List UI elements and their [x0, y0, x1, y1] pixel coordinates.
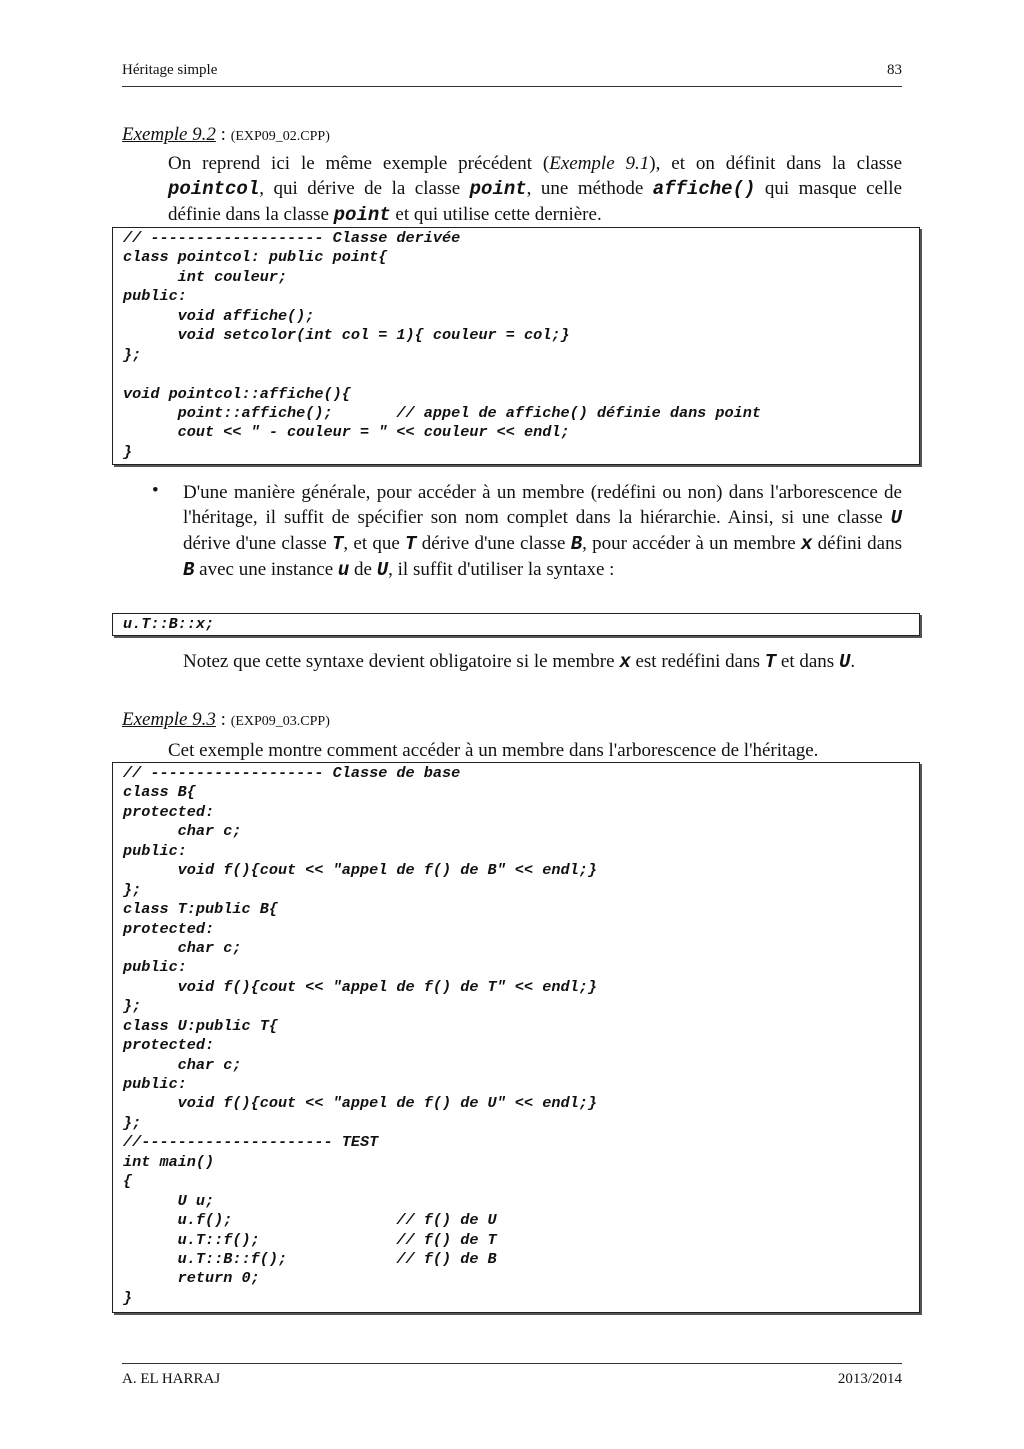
code-line: public:: [123, 841, 187, 860]
code-line: protected:: [123, 1036, 215, 1055]
example-file: (EXP09_02.CPP): [230, 129, 330, 144]
text: , il suffit d'utiliser la syntaxe :: [388, 559, 615, 580]
code-term: point: [469, 178, 527, 200]
page-footer: [122, 1371, 902, 1388]
code-line: };: [123, 345, 142, 364]
bullet-paragraph: [183, 480, 902, 583]
example-file: (EXP09_03.CPP): [230, 714, 330, 729]
code-term: U: [890, 507, 902, 529]
code-line: return 0;: [123, 1269, 260, 1288]
code-line: U u;: [123, 1191, 215, 1210]
code-term: pointcol: [168, 178, 260, 200]
code-line: void f(){cout << "appel de f() de U" << endl;}: [123, 1094, 597, 1113]
code-line: };: [123, 880, 142, 899]
footer-author: A. EL HARRAJ: [122, 1371, 221, 1387]
example-label: Exemple 9.3: [122, 709, 216, 730]
text: défini dans: [812, 533, 902, 554]
code-line: void f(){cout << "appel de f() de T" << endl;}: [123, 977, 597, 996]
code-line: protected:: [123, 919, 215, 938]
code-line: public:: [123, 1075, 187, 1093]
code-line: point::affiche(); // appel de affiche() définie dans point: [123, 403, 761, 422]
example-9-2-description: [168, 151, 902, 228]
example-sep: :: [215, 124, 231, 145]
code-line: u.f(); // f() de U: [123, 1211, 497, 1230]
example-9-3-intro: [168, 738, 902, 763]
code-content: [113, 614, 919, 634]
code-line: u.T::B::f(); // f() de B: [123, 1249, 497, 1268]
page-header: [122, 62, 902, 79]
code-line: u.T::f(); // f() de T: [123, 1230, 497, 1249]
code-term: point: [333, 204, 391, 226]
code-line: class T:public B{: [123, 900, 278, 919]
code-line: void setcolor(int col = 1){ couleur = col;}: [123, 326, 570, 345]
text: ), et on définit dans la classe: [649, 153, 902, 174]
code-line: };: [123, 1113, 142, 1132]
example-9-2-title: [122, 124, 330, 146]
text: dérive d'une classe: [183, 533, 332, 554]
example-ref: Exemple 9.1: [549, 153, 650, 174]
header-rule: [122, 86, 902, 87]
code-term: T: [331, 533, 344, 555]
text: de: [349, 559, 377, 580]
code-block-hierarchy: [112, 762, 920, 1313]
note-paragraph: [183, 649, 902, 675]
code-term: U: [838, 651, 851, 673]
example-9-3-title: [122, 709, 330, 731]
footer-rule: [122, 1363, 902, 1364]
bullet-icon: •: [152, 480, 159, 501]
code-line: // ------------------- Classe de base: [123, 764, 461, 782]
code-line: void f(){cout << "appel de f() de B" << endl;}: [123, 861, 597, 880]
code-line: //--------------------- TEST: [123, 1133, 379, 1152]
code-line: {: [123, 1172, 133, 1191]
code-line: u.T::B::x;: [123, 615, 215, 633]
code-line: char c;: [123, 822, 242, 841]
text: , qui dérive de la classe: [259, 178, 470, 199]
footer-year: 2013/2014: [837, 1371, 902, 1387]
code-line: // ------------------- Classe derivée: [123, 229, 461, 247]
text: et qui utilise cette dernière.: [390, 204, 602, 225]
code-term: u: [337, 559, 350, 581]
text: Notez que cette syntaxe devient obligatoire si le membre: [183, 651, 620, 672]
code-block-syntax: [112, 613, 920, 636]
code-term: affiche(): [652, 178, 756, 200]
code-line: cout << " - couleur = " << couleur << endl;: [123, 423, 570, 442]
example-sep: :: [215, 709, 231, 730]
code-term: B: [183, 559, 195, 581]
code-line: }: [123, 442, 133, 461]
code-content: [113, 228, 919, 462]
code-term: T: [764, 651, 777, 673]
example-label: Exemple 9.2: [122, 124, 216, 145]
text: On reprend ici le même exemple précédent (: [168, 153, 550, 174]
code-line: [123, 365, 919, 384]
code-line: int couleur;: [123, 267, 288, 286]
code-line: };: [123, 997, 142, 1016]
code-line: }: [123, 1288, 133, 1307]
code-line: protected:: [123, 802, 215, 821]
text: Cet exemple montre comment accéder à un membre dans l'arborescence de l'héritage.: [168, 740, 819, 761]
text: dérive d'une classe: [416, 533, 571, 554]
code-line: char c;: [123, 938, 242, 957]
text: .: [850, 651, 856, 672]
text: qui masque celle définie dans la classe: [168, 178, 903, 225]
code-term: U: [376, 559, 389, 581]
text: est redéfini dans: [630, 651, 765, 672]
code-line: int main(): [123, 1152, 215, 1171]
code-content: [113, 763, 919, 1308]
code-line: class B{: [123, 783, 196, 802]
text: , pour accéder à un membre: [582, 533, 801, 554]
code-line: char c;: [123, 1055, 242, 1074]
code-line: class pointcol: public point{: [123, 248, 388, 267]
code-term: x: [619, 651, 631, 673]
text: avec une instance: [194, 559, 338, 580]
text: , une méthode: [526, 178, 653, 199]
page-number: 83: [887, 62, 902, 78]
header-title: Héritage simple: [122, 62, 218, 78]
code-block-pointcol: [112, 227, 920, 465]
code-line: public:: [123, 958, 187, 977]
text: , et que: [343, 533, 406, 554]
text: D'une manière générale, pour accéder à un membre (redéfini ou non) dans l'arborescence de l'héritage, il suffit de spécifier son nom complet dans la hiérarchie. Ainsi, si une classe: [183, 482, 902, 528]
code-term: x: [800, 533, 813, 555]
code-term: T: [405, 533, 417, 555]
code-line: void pointcol::affiche(){: [123, 384, 351, 403]
code-line: public:: [123, 287, 187, 306]
code-term: B: [570, 533, 583, 555]
text: et dans: [776, 651, 839, 672]
code-line: class U:public T{: [123, 1016, 278, 1035]
code-line: void affiche();: [123, 306, 315, 325]
